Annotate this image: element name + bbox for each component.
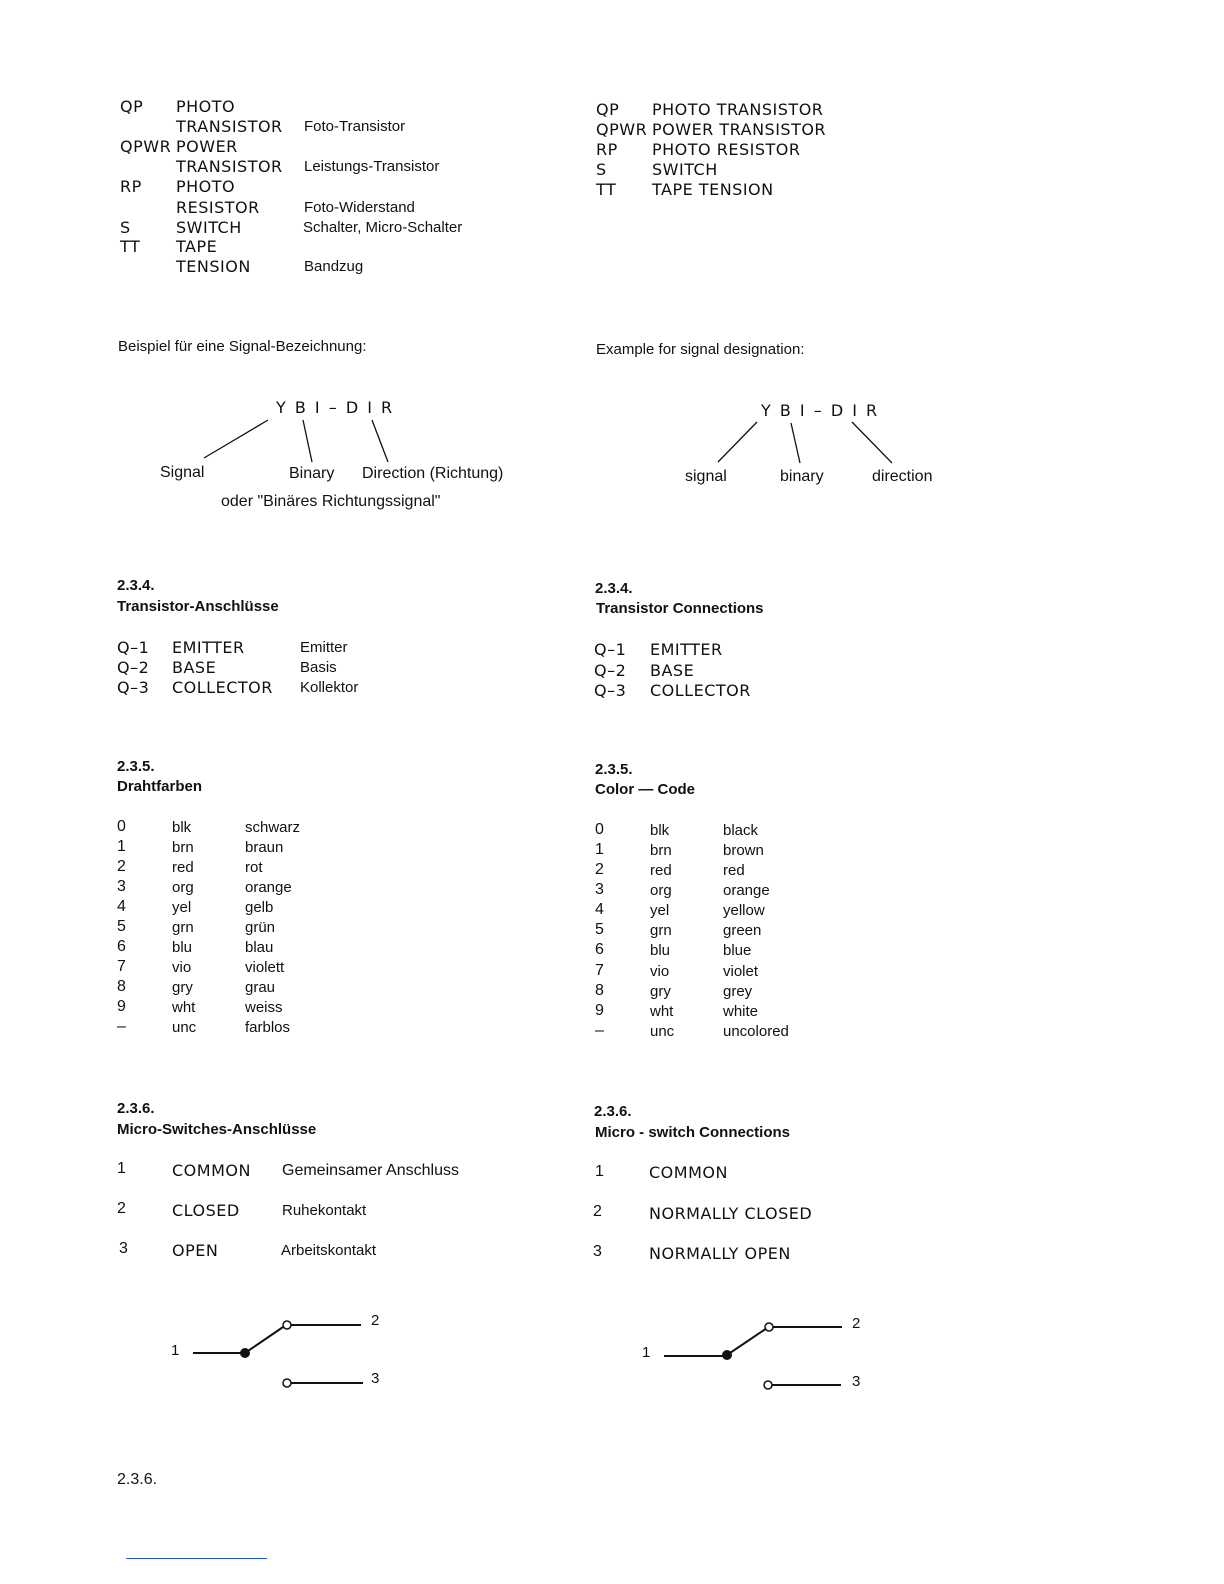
abbrev-code: QP (120, 97, 144, 116)
color-num: 2 (595, 861, 604, 878)
abbrev-term: RESISTOR (176, 198, 260, 217)
section-number: 2.3.6. (117, 1100, 155, 1117)
switch-arm (727, 1328, 767, 1355)
abbrev-code: RP (596, 140, 618, 159)
color-name: farblos (245, 1019, 291, 1036)
color-num: 7 (117, 958, 126, 975)
signal-code: Y B I – D I R (276, 398, 395, 417)
color-abbr: gry (650, 983, 671, 1000)
binary-label: Binary (289, 465, 335, 482)
abbrev-translation: Foto-Widerstand (304, 199, 415, 216)
color-name: white (723, 1003, 759, 1020)
color-name: grau (245, 979, 276, 996)
pin-translation: Kollektor (300, 679, 359, 696)
signal-label: signal (685, 468, 727, 485)
binary-label: binary (780, 468, 824, 485)
color-name: orange (723, 882, 770, 899)
color-num: 1 (117, 838, 126, 855)
diagram-pin-common: 1 (171, 1342, 180, 1359)
open-contact (764, 1381, 772, 1389)
switch-pin-num: 2 (593, 1203, 602, 1220)
switch-pin-term: NORMALLY CLOSED (649, 1204, 813, 1223)
color-abbr: unc (172, 1019, 197, 1036)
color-num: 7 (595, 962, 604, 979)
switch-pin-translation: Ruhekontakt (282, 1202, 367, 1219)
abbrev-term: POWER (176, 137, 238, 156)
color-name: grey (723, 983, 753, 1000)
color-num: 9 (117, 998, 126, 1015)
abbrev-translation: Bandzug (304, 258, 364, 275)
color-abbr: blk (172, 819, 192, 836)
color-abbr: wht (172, 999, 196, 1016)
color-abbr: brn (172, 839, 194, 856)
color-num: 6 (595, 941, 604, 958)
switch-pin-translation: Gemeinsamer Anschluss (282, 1162, 459, 1179)
abbrev-code: QPWR (596, 120, 648, 139)
color-num: – (595, 1022, 604, 1039)
abbrev-code: TT (596, 180, 617, 199)
diagram-pin-open: 3 (371, 1370, 380, 1387)
pin-code: Q–1 (594, 640, 627, 659)
color-abbr: brn (650, 842, 672, 859)
color-abbr: wht (650, 1003, 674, 1020)
color-abbr: red (172, 859, 194, 876)
section-number: 2.3.5. (595, 761, 633, 778)
switch-pin-term: OPEN (172, 1241, 219, 1260)
color-num: 6 (117, 938, 126, 955)
section-title: Drahtfarben (117, 778, 203, 795)
abbrev-term: PHOTO (176, 97, 236, 116)
color-name: grün (245, 919, 276, 936)
color-num: 2 (117, 858, 126, 875)
color-abbr: red (650, 862, 672, 879)
section-title: Color — Code (595, 781, 695, 798)
diagram-pin-closed: 2 (852, 1315, 861, 1332)
abbrev-code: QPWR (120, 137, 172, 156)
color-name: green (723, 922, 762, 939)
abbrev-term: TENSION (176, 257, 251, 276)
color-abbr: vio (172, 959, 192, 976)
abbrev-translation: Leistungs-Transistor (304, 158, 440, 175)
color-abbr: gry (172, 979, 193, 996)
abbrev-term: TRANSISTOR (176, 117, 283, 136)
color-num: 5 (117, 918, 126, 935)
color-name: violet (723, 963, 759, 980)
figure-label: 2.3.6. (117, 1471, 158, 1488)
pin-translation: Basis (300, 659, 337, 676)
section-number: 2.3.6. (594, 1103, 632, 1120)
pin-term: BASE (172, 658, 217, 677)
pin-code: Q–1 (117, 638, 150, 657)
color-num: 4 (117, 898, 126, 915)
pin-term: COLLECTOR (650, 681, 751, 700)
signal-label: Signal (160, 464, 205, 481)
abbrev-term: SWITCH (176, 218, 242, 237)
switch-pin-term: COMMON (172, 1161, 251, 1180)
color-abbr: org (650, 882, 672, 899)
color-name: brown (723, 842, 764, 859)
pin-term: BASE (650, 661, 695, 680)
color-num: 4 (595, 901, 604, 918)
pin-code: Q–3 (594, 681, 627, 700)
color-abbr: grn (650, 922, 672, 939)
switch-pin-num: 1 (595, 1163, 604, 1180)
color-name: yellow (723, 902, 765, 919)
abbrev-term: PHOTO TRANSISTOR (652, 100, 824, 119)
signal-heading: Example for signal designation: (596, 341, 805, 358)
color-name: rot (245, 859, 263, 876)
color-num: 8 (595, 982, 604, 999)
pin-code: Q–2 (594, 661, 627, 680)
switch-pin-translation: Arbeitskontakt (281, 1242, 377, 1259)
abbrev-term: PHOTO (176, 177, 236, 196)
color-name: orange (245, 879, 292, 896)
abbrev-code: S (120, 218, 131, 237)
color-abbr: blu (650, 942, 671, 959)
pin-term: COLLECTOR (172, 678, 273, 697)
color-abbr: unc (650, 1023, 675, 1040)
abbrev-term: TAPE (176, 237, 218, 256)
color-abbr: yel (172, 899, 192, 916)
color-name: schwarz (245, 819, 301, 836)
section-title: Micro-Switches-Anschlüsse (117, 1121, 317, 1138)
pin-translation: Emitter (300, 639, 348, 656)
diagram-pin-open: 3 (852, 1373, 861, 1390)
pin-code: Q–3 (117, 678, 150, 697)
switch-pin-num: 1 (117, 1160, 126, 1177)
color-name: uncolored (723, 1023, 789, 1040)
abbrev-term: SWITCH (652, 160, 718, 179)
color-abbr: vio (650, 963, 670, 980)
diagram-pin-closed: 2 (371, 1312, 380, 1329)
color-num: 0 (117, 818, 126, 835)
color-abbr: org (172, 879, 194, 896)
switch-pin-num: 2 (117, 1200, 126, 1217)
switch-pin-term: NORMALLY OPEN (649, 1244, 791, 1263)
abbrev-code: TT (120, 237, 141, 256)
color-name: blau (245, 939, 274, 956)
section-title: Transistor Connections (596, 600, 764, 617)
diagram-pin-common: 1 (642, 1344, 651, 1361)
direction-label: direction (872, 468, 933, 485)
abbrev-term: TRANSISTOR (176, 157, 283, 176)
color-name: violett (245, 959, 285, 976)
color-name: braun (245, 839, 284, 856)
section-title: Micro - switch Connections (595, 1124, 791, 1141)
color-num: 9 (595, 1002, 604, 1019)
abbrev-term: PHOTO RESISTOR (652, 140, 801, 159)
abbrev-translation: Foto-Transistor (304, 118, 406, 135)
color-num: 0 (595, 821, 604, 838)
color-num: 3 (595, 881, 604, 898)
abbrev-code: S (596, 160, 607, 179)
footer-rule (126, 1558, 267, 1559)
switch-pin-term: COMMON (649, 1163, 728, 1182)
section-number: 2.3.5. (117, 758, 155, 775)
signal-code: Y B I – D I R (761, 401, 880, 420)
color-abbr: blu (172, 939, 193, 956)
abbrev-code: RP (120, 177, 142, 196)
pin-term: EMITTER (650, 640, 723, 659)
color-num: 3 (117, 878, 126, 895)
color-abbr: grn (172, 919, 194, 936)
color-name: black (723, 822, 759, 839)
color-name: weiss (245, 999, 283, 1016)
color-num: 5 (595, 921, 604, 938)
abbrev-code: QP (596, 100, 620, 119)
section-number: 2.3.4. (595, 580, 633, 597)
direction-label: Direction (Richtung) (362, 465, 504, 482)
pin-code: Q–2 (117, 658, 150, 677)
abbrev-term: TAPE TENSION (652, 180, 774, 199)
color-name: gelb (245, 899, 274, 916)
color-name: red (723, 862, 745, 879)
section-number: 2.3.4. (117, 577, 155, 594)
color-num: 1 (595, 841, 604, 858)
signal-note: oder "Binäres Richtungssignal" (221, 493, 441, 510)
signal-heading: Beispiel für eine Signal-Bezeichnung: (118, 338, 367, 355)
closed-contact (765, 1323, 773, 1331)
color-num: 8 (117, 978, 126, 995)
color-abbr: yel (650, 902, 670, 919)
pin-term: EMITTER (172, 638, 245, 657)
switch-pin-term: CLOSED (172, 1201, 240, 1220)
switch-pin-num: 3 (119, 1240, 128, 1257)
color-abbr: blk (650, 822, 670, 839)
switch-pin-num: 3 (593, 1243, 602, 1260)
section-title: Transistor-Anschlüsse (117, 598, 279, 615)
color-name: blue (723, 942, 752, 959)
abbrev-term: POWER TRANSISTOR (652, 120, 827, 139)
abbrev-translation: Schalter, Micro-Schalter (303, 219, 463, 236)
color-num: – (117, 1018, 126, 1035)
